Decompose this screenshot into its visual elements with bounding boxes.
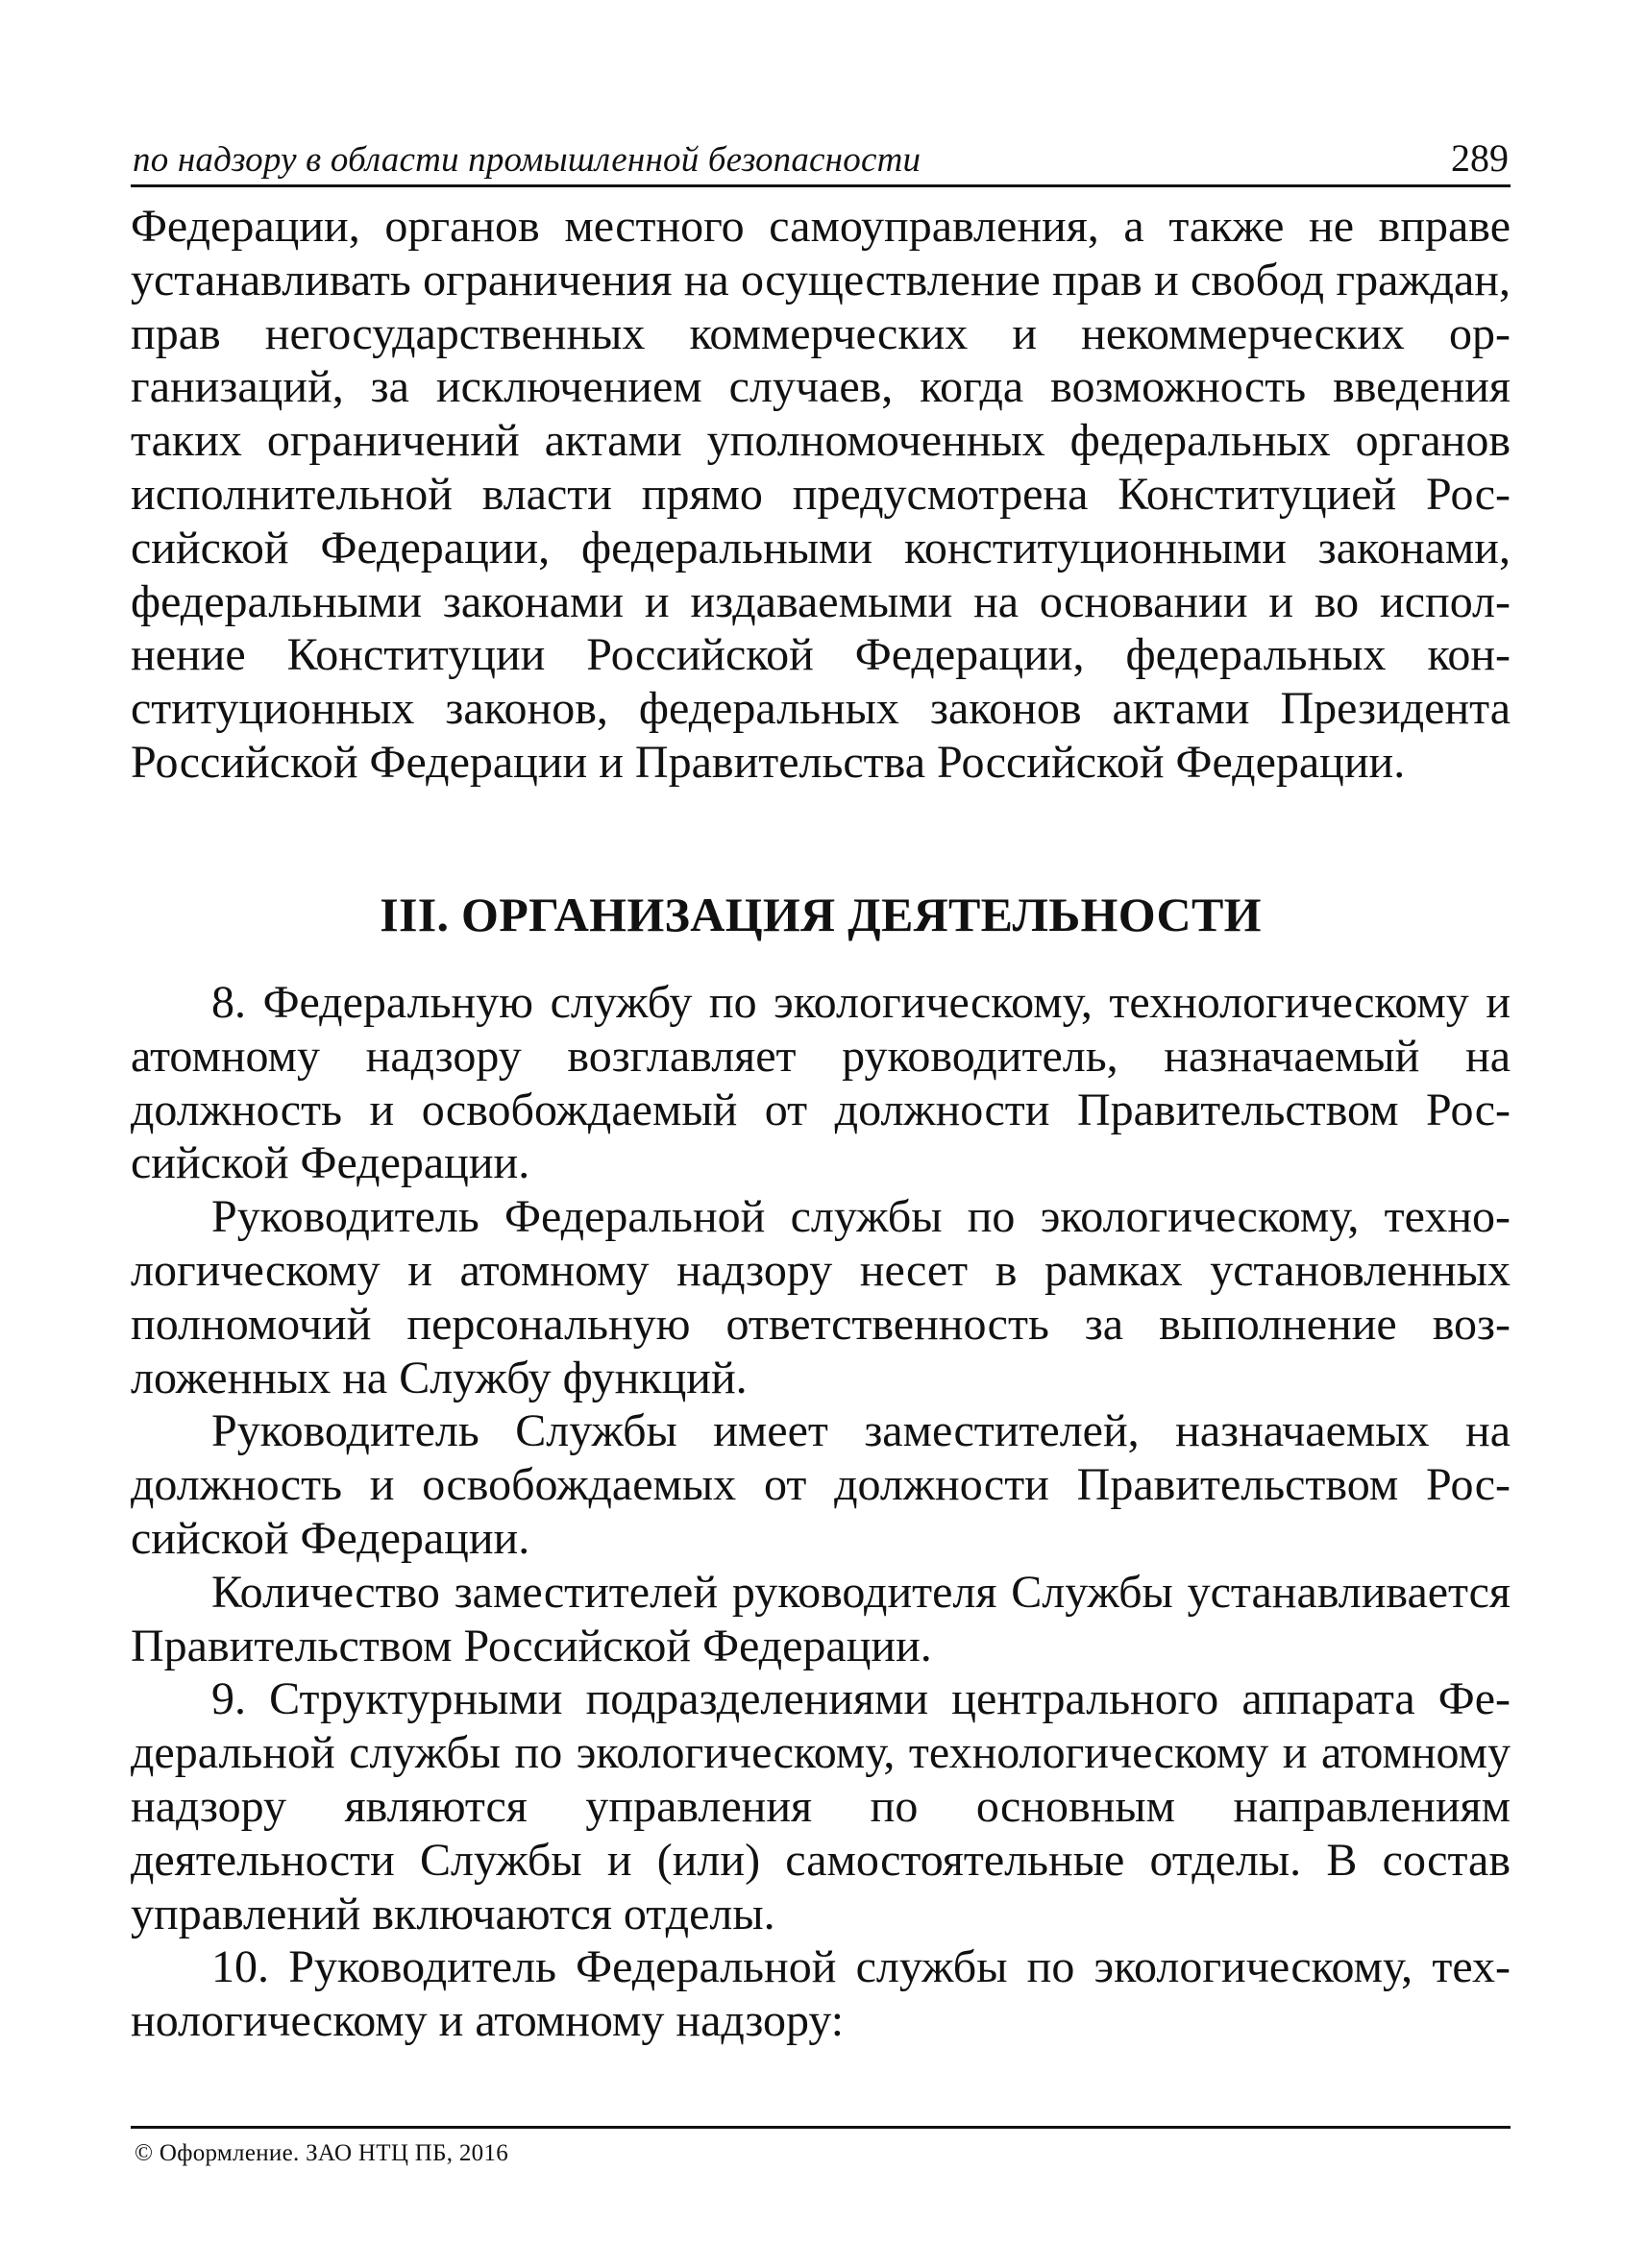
footer-copyright: © Оформление. ЗАО НТЦ ПБ, 2016 <box>135 2140 509 2166</box>
paragraph-deputies-count: Количество заместителей руководителя Службы устанавливается Правительством Российской Федерации. <box>131 1566 1511 1671</box>
continuation-paragraph: Федерации, органов местного самоуправления, а также не вправе устанавливать ограничения на осуществление прав и свобод граждан, прав негосударственных коммерческих и некоммерческих организаций, за исключением случаев, когда возможность введения таких ограничений актами уполномоченных федеральных органов исполнительной власти прямо предусмотрена Конституцией Российской Федерации, федеральными конституционными законами, федеральными законами и издаваемыми на основании и во исполнение Конституции Российской Федерации, федеральных конституционных законов, федеральных законов актами Президента Российской Федерации и Правительства Российской Федерации. <box>131 201 1511 788</box>
paragraph-8: 8. Федеральную службу по экологическому, технологическому и атомному надзору возглавляет руководитель, назначаемый на должность и освобождаемый от должности Правительством Российской Федерации. <box>131 977 1511 1189</box>
paragraph-deputies: Руководитель Службы имеет заместителей, назначаемых на должность и освобождаемых от должности Правительством Российской Федерации. <box>131 1405 1511 1564</box>
paragraph-10: 10. Руководитель Федеральной службы по экологическому, технологическому и атомному надзору: <box>131 1941 1511 2047</box>
running-header <box>131 134 1511 187</box>
section-body <box>131 976 1511 2048</box>
paragraph-head-responsibility: Руководитель Федеральной службы по экологическому, технологическому и атомному надзору несет в рамках установленных полномочий персональную ответственность за выполнение возложенных на Службу функций. <box>131 1191 1511 1403</box>
section-heading: III. ОРГАНИЗАЦИЯ ДЕЯТЕЛЬНОСТИ <box>380 888 1262 941</box>
running-title: по надзору в области промышленной безопасности <box>133 140 921 180</box>
footer-rule <box>131 2126 1511 2129</box>
continuation-text <box>131 200 1511 790</box>
page-number: 289 <box>1451 136 1509 180</box>
paragraph-9: 9. Структурными подразделениями центрального аппарата Федеральной службы по экологическому, технологическому и атомному надзору являются управления по основным направлениям деятельности Службы и (или) самостоятельные отделы. В состав управлений включаются отделы. <box>131 1673 1511 1939</box>
